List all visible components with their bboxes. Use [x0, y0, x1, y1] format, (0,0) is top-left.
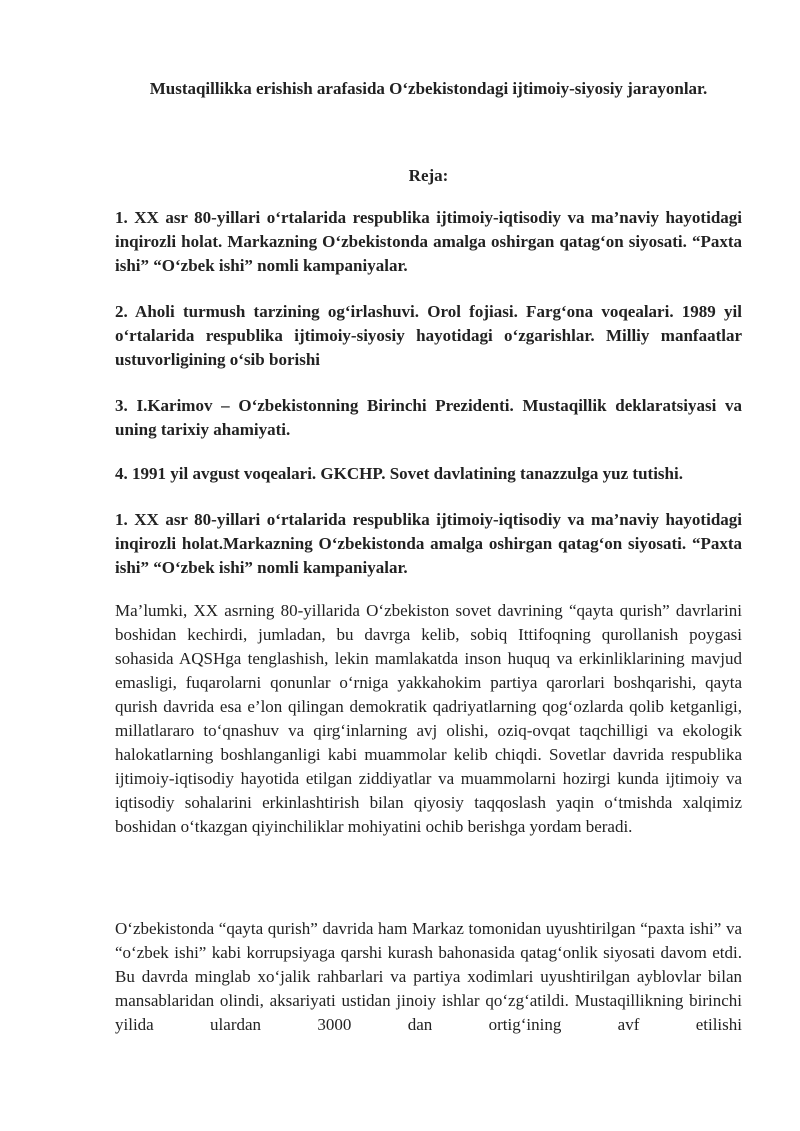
plan-item-2: 2. Aholi turmush tarzining og‘irlashuvi. Orol fojiasi. Farg‘ona voqealari. 1989 yil o‘rtalarida respublika ijtimoiy-siyosiy hayotidagi o‘zgarishlar. Milliy manfaatlar ustuvorligining o‘sib borishi — [115, 302, 742, 369]
paragraph-2: O‘zbekistonda “qayta qurish” davrida ham Markaz tomonidan uyushtirilgan “paxta ishi” va “o‘zbek ishi” kabi korrupsiyaga qarshi kurash bahonasida qatag‘onlik siyosati davom etdi. Bu davrda minglab xo‘jalik rahbarlari va partiya xodimlari uyushtirilgan ayblovlar bilan mansablaridan olindi, aksariyati ustidan jinoiy ishlar qo‘zg‘atildi. Mustaqillikning birinchi yilida ulardan 3000 dan ortig‘ining avf etilishi — [115, 919, 742, 1034]
plan-item-3: 3. I.Karimov – O‘zbekistonning Birinchi Prezidenti. Mustaqillik deklaratsiyasi va uning tarixiy ahamiyati. — [115, 396, 742, 439]
plan-heading: Reja: — [408, 166, 449, 185]
paragraph-1: Ma’lumki, XX asrning 80-yillarida O‘zbekiston sovet davrining “qayta qurish” davrlarini boshidan kechirdi, jumladan, bu davrga kelib, sobiq Ittifoqning qurollanish poygasi sohasida AQSHga tenglashish, lekin mamlakatda inson huquq va erkinliklarining mavjud emasligi, fuqarolarni qonunlar o‘rniga yakkahokim partiya qarorlari boshqarishi, qayta qurish davrida esa e’lon qilingan demokratik qadriyatlarning qog‘ozlarda qolib ketganligi, millatlararo to‘qnashuv va qirg‘inlarning avj olishi, oziq-ovqat taqchilligi va ekologik halokatlarning boshlanganligi kabi muammolar kelib chiqdi. Sovetlar davrida respublika ijtimoiy-iqtisodiy hayotida etilgan ziddiyatlar va muammolarni hozirgi kunda ijtimoiy va iqtisodiy sohalarini erkinlashtirish bilan qiyosiy taqqoslash yaqin o‘tmishda xalqimiz boshidan o‘tkazgan qiyinchiliklar mohiyatini ochib berishga yordam beradi. — [115, 601, 742, 836]
document-title: Mustaqillikka erishish arafasida O‘zbekistondagi ijtimoiy-siyosiy jarayonlar. — [149, 79, 708, 98]
section-heading: 1. XX asr 80-yillari o‘rtalarida respublika ijtimoiy-iqtisodiy va ma’naviy hayotidagi inqirozli holat.Markazning O‘zbekistonda amalga oshirgan qatag‘on siyosati. “Paxta ishi” “O‘zbek ishi” nomli kampaniyalar. — [115, 510, 742, 577]
plan-item-4: 4. 1991 yil avgust voqealari. GKCHP. Sovet davlatining tanazzulga yuz tutishi. — [115, 464, 683, 483]
plan-item-1: 1. XX asr 80-yillari o‘rtalarida respublika ijtimoiy-iqtisodiy va ma’naviy hayotidagi inqirozli holat. Markazning O‘zbekistonda amalga oshirgan qatag‘on siyosati. “Paxta ishi” “O‘zbek ishi” nomli kampaniyalar. — [115, 208, 742, 275]
